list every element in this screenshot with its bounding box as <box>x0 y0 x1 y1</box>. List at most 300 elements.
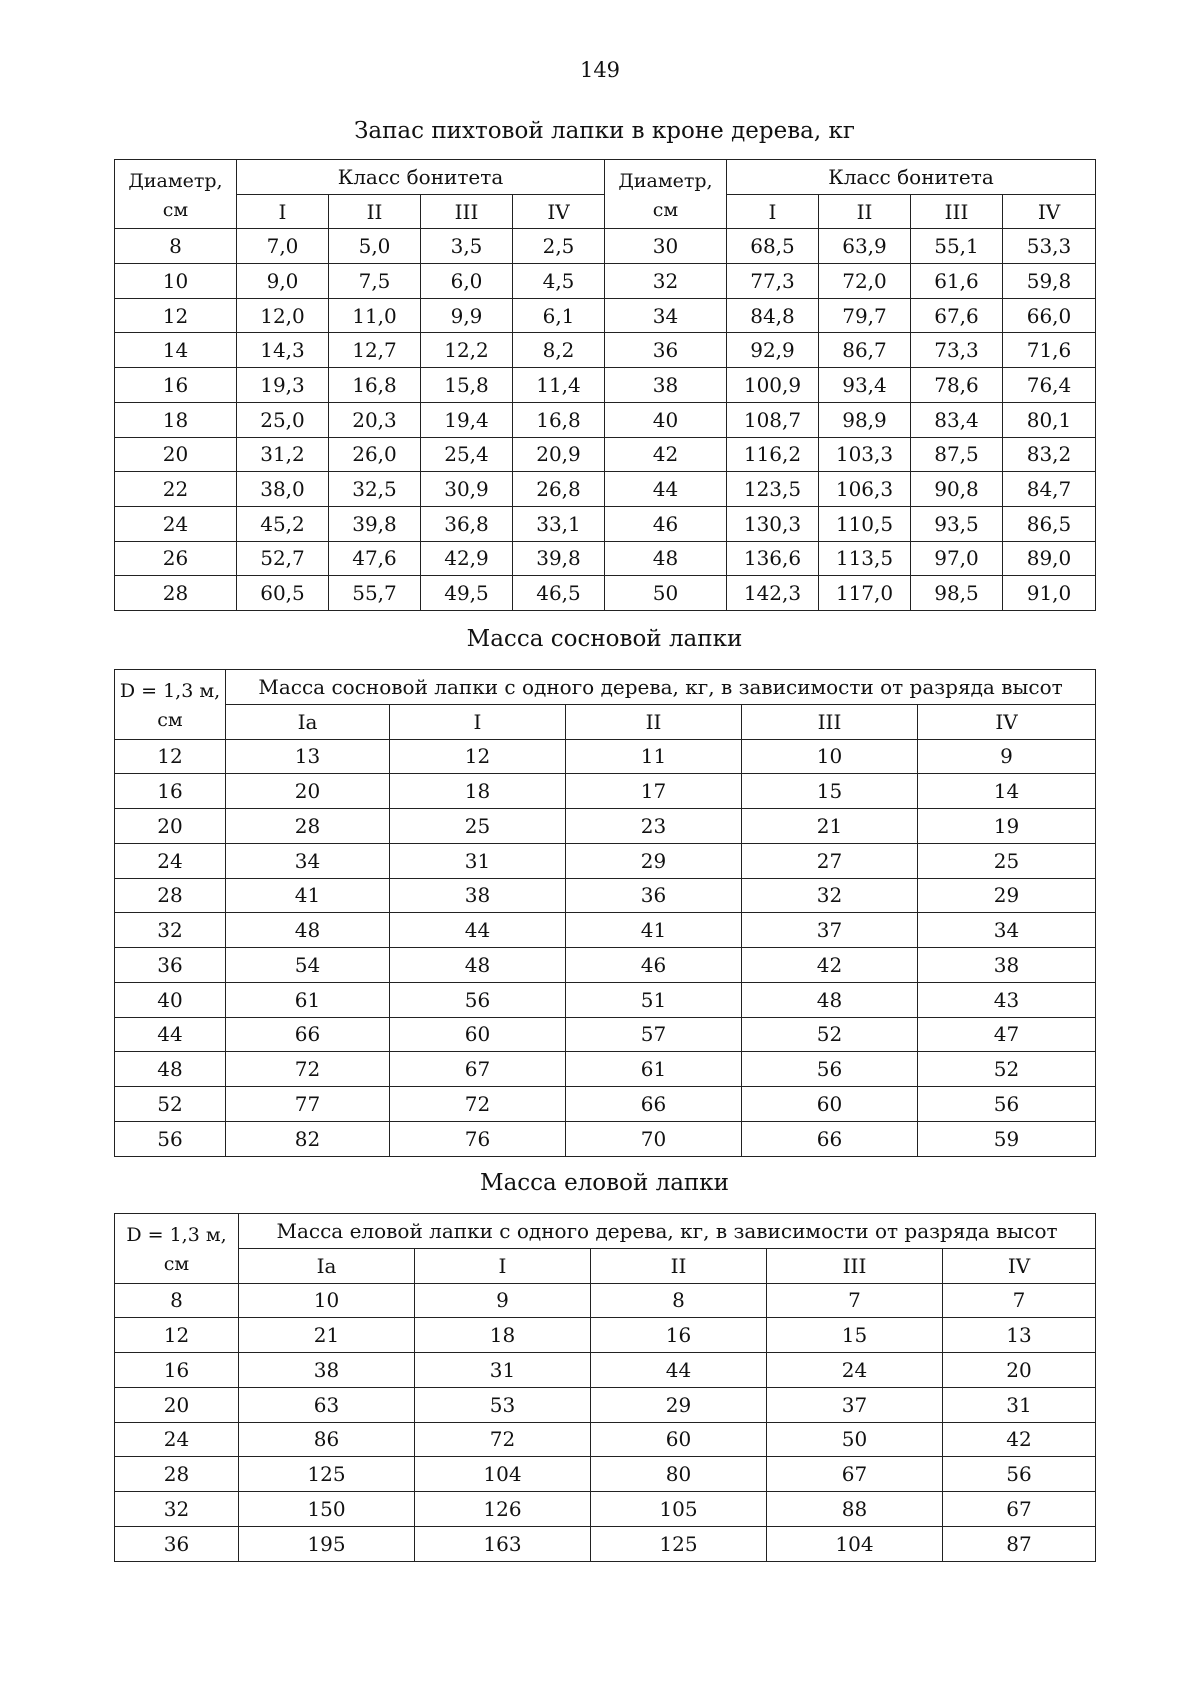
table-cell: 72 <box>390 1087 566 1122</box>
table-cell: 18 <box>115 402 237 437</box>
table-cell: 117,0 <box>819 576 911 611</box>
table-cell: 22 <box>115 472 237 507</box>
table-cell: 19,4 <box>421 402 513 437</box>
table-cell: 97,0 <box>911 541 1003 576</box>
table-cell: 84,7 <box>1003 472 1096 507</box>
table-cell: 56 <box>742 1052 918 1087</box>
table-row <box>115 506 1096 541</box>
table-cell: 42 <box>742 948 918 983</box>
table-row <box>115 1422 1096 1457</box>
table-cell: 18 <box>415 1318 591 1353</box>
table-cell: 57 <box>566 1017 742 1052</box>
spruce-table-title: Масса еловой лапки <box>480 1170 729 1196</box>
table-cell: 50 <box>767 1422 943 1457</box>
table-cell: 38 <box>239 1353 415 1388</box>
table-cell: 88 <box>767 1492 943 1527</box>
spruce-table-body <box>115 1283 1096 1561</box>
table-row <box>115 1318 1096 1353</box>
table-cell: 11 <box>566 739 742 774</box>
table-cell: 52,7 <box>237 541 329 576</box>
table-cell: 12 <box>115 739 226 774</box>
table-cell: 16,8 <box>329 368 421 403</box>
table-cell: 14 <box>115 333 237 368</box>
table-cell: 46 <box>605 506 727 541</box>
table-cell: 31 <box>415 1353 591 1388</box>
table-cell: 32,5 <box>329 472 421 507</box>
table-cell: 10 <box>115 264 237 299</box>
table-cell: 38,0 <box>237 472 329 507</box>
table-cell: 26,0 <box>329 437 421 472</box>
table-row <box>115 229 1096 264</box>
table-cell: 25,0 <box>237 402 329 437</box>
table-cell: 123,5 <box>727 472 819 507</box>
table-cell: 104 <box>415 1457 591 1492</box>
table-cell: 39,8 <box>513 541 605 576</box>
diameter-header-line1: Диаметр, <box>618 170 713 192</box>
table-cell: 28 <box>115 878 226 913</box>
table-row <box>115 1526 1096 1561</box>
table-cell: 27 <box>742 843 918 878</box>
table-cell: 17 <box>566 774 742 809</box>
class-col-header: II <box>329 194 421 229</box>
table-cell: 34 <box>918 913 1096 948</box>
table-cell: 18 <box>390 774 566 809</box>
table-cell: 82 <box>226 1121 390 1156</box>
table-cell: 61 <box>226 982 390 1017</box>
table-cell: 29 <box>918 878 1096 913</box>
table-cell: 63 <box>239 1387 415 1422</box>
table-cell: 13 <box>943 1318 1096 1353</box>
table-cell: 33,1 <box>513 506 605 541</box>
table-cell: 19 <box>918 809 1096 844</box>
table-cell: 8 <box>591 1283 767 1318</box>
table-cell: 44 <box>115 1017 226 1052</box>
table-cell: 40 <box>605 402 727 437</box>
table-cell: 48 <box>605 541 727 576</box>
table-cell: 73,3 <box>911 333 1003 368</box>
table-cell: 40 <box>115 982 226 1017</box>
table-cell: 59,8 <box>1003 264 1096 299</box>
table-cell: 42,9 <box>421 541 513 576</box>
table-cell: 10 <box>239 1283 415 1318</box>
diameter-header-line2: см <box>652 199 679 222</box>
pine-table-title: Масса сосновой лапки <box>466 626 743 652</box>
table-cell: 12 <box>115 1318 239 1353</box>
table-cell: 26 <box>115 541 237 576</box>
table-cell: 130,3 <box>727 506 819 541</box>
table-cell: 20 <box>115 437 237 472</box>
table-cell: 12 <box>115 298 237 333</box>
table-cell: 11,4 <box>513 368 605 403</box>
table-row <box>115 333 1096 368</box>
diameter-header-line1: D = 1,3 м, <box>119 680 221 702</box>
mass-span-header: Масса еловой лапки с одного дерева, кг, в зависимости от разряда высот <box>239 1214 1096 1249</box>
table-cell: 61 <box>566 1052 742 1087</box>
table-cell: 11,0 <box>329 298 421 333</box>
table-cell: 3,5 <box>421 229 513 264</box>
table-cell: 56 <box>918 1087 1096 1122</box>
table-cell: 6,0 <box>421 264 513 299</box>
table-cell: 163 <box>415 1526 591 1561</box>
table-cell: 67 <box>943 1492 1096 1527</box>
table-cell: 93,5 <box>911 506 1003 541</box>
diameter-header-line2: см <box>157 709 183 732</box>
table-cell: 80,1 <box>1003 402 1096 437</box>
table-cell: 84,8 <box>727 298 819 333</box>
table-cell: 25 <box>918 843 1096 878</box>
table-row <box>115 1387 1096 1422</box>
table-cell: 68,5 <box>727 229 819 264</box>
table-cell: 56 <box>390 982 566 1017</box>
table-cell: 56 <box>115 1121 226 1156</box>
table-cell: 20 <box>226 774 390 809</box>
table-cell: 60 <box>390 1017 566 1052</box>
height-class-header: II <box>566 704 742 739</box>
table-row <box>115 1087 1096 1122</box>
pine-table-body <box>115 739 1096 1156</box>
diameter-header-line1: Диаметр, <box>128 170 223 192</box>
table-cell: 37 <box>767 1387 943 1422</box>
height-class-header: II <box>591 1248 767 1283</box>
table-row <box>115 913 1096 948</box>
table-cell: 76,4 <box>1003 368 1096 403</box>
table-cell: 47 <box>918 1017 1096 1052</box>
table-cell: 52 <box>115 1087 226 1122</box>
table-cell: 20,3 <box>329 402 421 437</box>
table-row <box>115 1283 1096 1318</box>
table-cell: 38 <box>605 368 727 403</box>
page-number: 149 <box>579 58 621 82</box>
table-cell: 83,4 <box>911 402 1003 437</box>
table-cell: 86,5 <box>1003 506 1096 541</box>
spruce-branch-table <box>114 1213 1096 1562</box>
table-cell: 89,0 <box>1003 541 1096 576</box>
table-row <box>115 843 1096 878</box>
table-cell: 7,5 <box>329 264 421 299</box>
table-cell: 110,5 <box>819 506 911 541</box>
table-cell: 72,0 <box>819 264 911 299</box>
height-class-header: III <box>767 1248 943 1283</box>
table-row <box>115 402 1096 437</box>
table-cell: 59 <box>918 1121 1096 1156</box>
table-cell: 100,9 <box>727 368 819 403</box>
table-cell: 7 <box>767 1283 943 1318</box>
table-cell: 12,0 <box>237 298 329 333</box>
table-cell: 29 <box>591 1387 767 1422</box>
table-cell: 86 <box>239 1422 415 1457</box>
table-cell: 36,8 <box>421 506 513 541</box>
table-cell: 150 <box>239 1492 415 1527</box>
table-cell: 5,0 <box>329 229 421 264</box>
table-cell: 20 <box>115 1387 239 1422</box>
table-cell: 52 <box>742 1017 918 1052</box>
table-cell: 16,8 <box>513 402 605 437</box>
table-row <box>115 878 1096 913</box>
table-cell: 12 <box>390 739 566 774</box>
table-cell: 31 <box>943 1387 1096 1422</box>
table-cell: 9 <box>918 739 1096 774</box>
table-cell: 9,0 <box>237 264 329 299</box>
table-cell: 29 <box>566 843 742 878</box>
table-cell: 19,3 <box>237 368 329 403</box>
table-cell: 15,8 <box>421 368 513 403</box>
table-cell: 90,8 <box>911 472 1003 507</box>
table-cell: 67,6 <box>911 298 1003 333</box>
height-class-header: I <box>390 704 566 739</box>
diameter-header <box>115 670 226 740</box>
table-cell: 45,2 <box>237 506 329 541</box>
table-row <box>115 437 1096 472</box>
table-row <box>115 774 1096 809</box>
table-row <box>115 1457 1096 1492</box>
height-class-header: Ia <box>239 1248 415 1283</box>
table-cell: 13 <box>226 739 390 774</box>
table-cell: 25,4 <box>421 437 513 472</box>
table-cell: 125 <box>591 1526 767 1561</box>
table-cell: 76 <box>390 1121 566 1156</box>
table-cell: 66 <box>566 1087 742 1122</box>
table-cell: 53 <box>415 1387 591 1422</box>
table-cell: 77 <box>226 1087 390 1122</box>
table-cell: 15 <box>767 1318 943 1353</box>
table-cell: 142,3 <box>727 576 819 611</box>
table-cell: 24 <box>115 506 237 541</box>
class-col-header: II <box>819 194 911 229</box>
table-cell: 41 <box>566 913 742 948</box>
table-cell: 60 <box>742 1087 918 1122</box>
table-cell: 21 <box>239 1318 415 1353</box>
table-cell: 42 <box>605 437 727 472</box>
table-cell: 195 <box>239 1526 415 1561</box>
table-cell: 14 <box>918 774 1096 809</box>
table-cell: 63,9 <box>819 229 911 264</box>
table-cell: 125 <box>239 1457 415 1492</box>
fir-table-body <box>115 229 1096 611</box>
table-cell: 116,2 <box>727 437 819 472</box>
table-cell: 44 <box>591 1353 767 1388</box>
table-cell: 20,9 <box>513 437 605 472</box>
table-cell: 49,5 <box>421 576 513 611</box>
table-cell: 8 <box>115 1283 239 1318</box>
table-cell: 67 <box>390 1052 566 1087</box>
table-row <box>115 541 1096 576</box>
table-cell: 36 <box>115 1526 239 1561</box>
table-cell: 7 <box>943 1283 1096 1318</box>
table-row <box>115 1017 1096 1052</box>
table-cell: 113,5 <box>819 541 911 576</box>
table-cell: 46 <box>566 948 742 983</box>
table-cell: 32 <box>115 913 226 948</box>
class-header-left: Класс бонитета <box>237 160 605 195</box>
table-row <box>115 1121 1096 1156</box>
table-cell: 60,5 <box>237 576 329 611</box>
table-cell: 56 <box>943 1457 1096 1492</box>
table-row <box>115 298 1096 333</box>
table-cell: 24 <box>115 1422 239 1457</box>
table-cell: 106,3 <box>819 472 911 507</box>
table-cell: 87 <box>943 1526 1096 1561</box>
table-cell: 83,2 <box>1003 437 1096 472</box>
table-row <box>115 264 1096 299</box>
table-row <box>115 368 1096 403</box>
diameter-header-line2: см <box>163 1253 190 1276</box>
pine-branch-table <box>114 669 1096 1157</box>
table-cell: 28 <box>115 576 237 611</box>
table-cell: 48 <box>226 913 390 948</box>
diameter-header-right <box>605 160 727 229</box>
table-cell: 48 <box>390 948 566 983</box>
table-cell: 30,9 <box>421 472 513 507</box>
table-cell: 66 <box>226 1017 390 1052</box>
table-cell: 53,3 <box>1003 229 1096 264</box>
table-cell: 98,5 <box>911 576 1003 611</box>
table-row <box>115 948 1096 983</box>
table-cell: 8,2 <box>513 333 605 368</box>
table-cell: 26,8 <box>513 472 605 507</box>
table-cell: 46,5 <box>513 576 605 611</box>
table-cell: 31,2 <box>237 437 329 472</box>
table-cell: 16 <box>115 774 226 809</box>
table-cell: 38 <box>390 878 566 913</box>
table-cell: 38 <box>918 948 1096 983</box>
table-cell: 67 <box>767 1457 943 1492</box>
table-cell: 7,0 <box>237 229 329 264</box>
table-cell: 25 <box>390 809 566 844</box>
table-cell: 16 <box>115 368 237 403</box>
table-cell: 16 <box>115 1353 239 1388</box>
table-cell: 66 <box>742 1121 918 1156</box>
table-cell: 39,8 <box>329 506 421 541</box>
table-cell: 21 <box>742 809 918 844</box>
table-cell: 16 <box>591 1318 767 1353</box>
table-cell: 8 <box>115 229 237 264</box>
class-col-header: I <box>727 194 819 229</box>
table-cell: 37 <box>742 913 918 948</box>
table-row <box>115 576 1096 611</box>
height-class-header: Ia <box>226 704 390 739</box>
table-cell: 78,6 <box>911 368 1003 403</box>
table-cell: 60 <box>591 1422 767 1457</box>
table-cell: 28 <box>115 1457 239 1492</box>
table-cell: 20 <box>943 1353 1096 1388</box>
height-class-header: I <box>415 1248 591 1283</box>
table-cell: 4,5 <box>513 264 605 299</box>
table-cell: 30 <box>605 229 727 264</box>
table-cell: 77,3 <box>727 264 819 299</box>
diameter-header <box>115 1214 239 1284</box>
table-cell: 48 <box>115 1052 226 1087</box>
table-cell: 105 <box>591 1492 767 1527</box>
table-cell: 36 <box>115 948 226 983</box>
table-cell: 126 <box>415 1492 591 1527</box>
table-row <box>115 982 1096 1017</box>
table-row <box>115 1353 1096 1388</box>
table-cell: 41 <box>226 878 390 913</box>
table-row <box>115 472 1096 507</box>
table-cell: 50 <box>605 576 727 611</box>
table-cell: 9 <box>415 1283 591 1318</box>
table-cell: 51 <box>566 982 742 1017</box>
table-cell: 34 <box>226 843 390 878</box>
table-cell: 93,4 <box>819 368 911 403</box>
table-cell: 72 <box>226 1052 390 1087</box>
height-class-header: IV <box>943 1248 1096 1283</box>
table-cell: 104 <box>767 1526 943 1561</box>
table-cell: 71,6 <box>1003 333 1096 368</box>
table-cell: 36 <box>605 333 727 368</box>
table-cell: 72 <box>415 1422 591 1457</box>
table-cell: 91,0 <box>1003 576 1096 611</box>
table-cell: 6,1 <box>513 298 605 333</box>
class-header-right: Класс бонитета <box>727 160 1096 195</box>
height-class-header: III <box>742 704 918 739</box>
class-col-header: IV <box>513 194 605 229</box>
diameter-header-line2: см <box>162 199 189 222</box>
table-cell: 47,6 <box>329 541 421 576</box>
table-cell: 55,7 <box>329 576 421 611</box>
table-cell: 42 <box>943 1422 1096 1457</box>
mass-span-header: Масса сосновой лапки с одного дерева, кг, в зависимости от разряда высот <box>226 670 1096 705</box>
table-cell: 80 <box>591 1457 767 1492</box>
table-cell: 86,7 <box>819 333 911 368</box>
table-cell: 9,9 <box>421 298 513 333</box>
class-col-header: I <box>237 194 329 229</box>
table-cell: 20 <box>115 809 226 844</box>
table-cell: 55,1 <box>911 229 1003 264</box>
table-cell: 10 <box>742 739 918 774</box>
class-col-header: III <box>911 194 1003 229</box>
class-col-header: III <box>421 194 513 229</box>
table-cell: 15 <box>742 774 918 809</box>
table-cell: 103,3 <box>819 437 911 472</box>
table-row <box>115 1052 1096 1087</box>
table-cell: 32 <box>605 264 727 299</box>
table-cell: 44 <box>390 913 566 948</box>
class-col-header: IV <box>1003 194 1096 229</box>
fir-branch-table <box>114 159 1096 611</box>
diameter-header-left <box>115 160 237 229</box>
height-class-header: IV <box>918 704 1096 739</box>
table-cell: 52 <box>918 1052 1096 1087</box>
table-cell: 87,5 <box>911 437 1003 472</box>
table-cell: 14,3 <box>237 333 329 368</box>
table-cell: 136,6 <box>727 541 819 576</box>
fir-table-title: Запас пихтовой лапки в кроне дерева, кг <box>354 118 855 144</box>
table-cell: 44 <box>605 472 727 507</box>
table-row <box>115 809 1096 844</box>
table-cell: 61,6 <box>911 264 1003 299</box>
table-row <box>115 1492 1096 1527</box>
table-cell: 32 <box>115 1492 239 1527</box>
table-cell: 12,2 <box>421 333 513 368</box>
table-cell: 31 <box>390 843 566 878</box>
table-cell: 12,7 <box>329 333 421 368</box>
table-cell: 2,5 <box>513 229 605 264</box>
table-row <box>115 739 1096 774</box>
table-cell: 24 <box>115 843 226 878</box>
table-cell: 32 <box>742 878 918 913</box>
table-cell: 92,9 <box>727 333 819 368</box>
table-cell: 48 <box>742 982 918 1017</box>
table-cell: 34 <box>605 298 727 333</box>
table-cell: 24 <box>767 1353 943 1388</box>
table-cell: 28 <box>226 809 390 844</box>
table-cell: 108,7 <box>727 402 819 437</box>
table-cell: 79,7 <box>819 298 911 333</box>
table-cell: 23 <box>566 809 742 844</box>
table-cell: 54 <box>226 948 390 983</box>
table-cell: 43 <box>918 982 1096 1017</box>
